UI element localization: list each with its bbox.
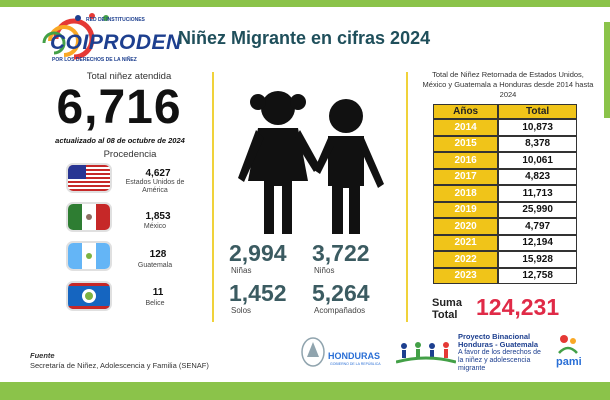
table-row	[433, 268, 577, 285]
country-label-belize: Belice	[145, 300, 165, 307]
binational-line-3: A favor de los derechos de la niñez y adolescencia migrante	[458, 349, 541, 372]
usa-flag-icon	[66, 163, 112, 193]
stat-solos-value: 1,452	[229, 280, 287, 306]
year-cell: 2023	[433, 268, 498, 285]
year-cell: 2015	[433, 136, 498, 153]
country-value-belize: 11	[152, 287, 164, 298]
logo-top-line: RED DE INSTITUCIONES	[86, 17, 145, 23]
bottom-accent-bar	[0, 382, 610, 400]
total-cell: 4,797	[498, 218, 577, 235]
table-row	[433, 169, 577, 186]
logo-wordmark: COIPRODEN	[50, 31, 182, 54]
binational-line-1: Proyecto Binacional	[458, 332, 531, 341]
mexico-flag-icon	[66, 202, 112, 232]
stat-ninos-value: 3,722	[312, 240, 370, 266]
coiproden-logo	[34, 9, 182, 67]
total-cell: 12,194	[498, 235, 577, 252]
right-divider	[406, 72, 408, 322]
belize-flag-icon	[66, 281, 112, 311]
table-row	[433, 152, 577, 169]
honduras-seal-icon	[301, 337, 325, 372]
total-cell: 25,990	[498, 202, 577, 219]
sum-label	[432, 297, 462, 321]
binational-kids-icon	[396, 340, 456, 371]
stat-ninos-label: Niños	[314, 266, 335, 275]
page-title: Niñez Migrante en cifras 2024	[178, 28, 431, 48]
country-label-usa: Estados Unidos de América	[125, 179, 185, 194]
table-row	[433, 218, 577, 235]
guatemala-flag-icon	[66, 241, 112, 271]
year-cell: 2019	[433, 202, 498, 219]
stat-acompanados-value: 5,264	[312, 280, 370, 306]
total-cell: 12,758	[498, 268, 577, 285]
source-label: Fuente	[30, 351, 55, 360]
source-text: Secretaría de Niñez, Adolescencia y Familia (SENAF)	[30, 361, 209, 370]
stat-acompanados-label: Acompañados	[314, 306, 366, 315]
sum-label-line-2: Total	[432, 309, 458, 321]
updated-date: actualizado al 08 de octubre de 2024	[55, 136, 185, 145]
procedencia-label: Procedencia	[103, 149, 157, 160]
stat-solos-label: Solos	[231, 306, 252, 315]
stat-ninas-value: 2,994	[229, 240, 287, 266]
side-accent-strip	[604, 22, 610, 118]
country-label-mexico: México	[143, 223, 167, 230]
year-cell: 2016	[433, 152, 498, 169]
year-column-header: Años	[433, 104, 498, 119]
children-silhouette-icon	[228, 86, 398, 236]
table-row	[433, 119, 577, 136]
logo-bottom-line: POR LOS DERECHOS DE LA NIÑEZ	[52, 57, 137, 63]
pami-logo-text: pami	[556, 356, 582, 368]
total-column-header: Total	[498, 104, 577, 119]
country-label-guatemala: Guatemala	[137, 262, 173, 269]
total-cell: 4,823	[498, 169, 577, 186]
total-label: Total niñez atendida	[86, 71, 172, 82]
table-row	[433, 251, 577, 268]
total-value: 6,716	[56, 81, 182, 134]
country-value-usa: 4,627	[145, 168, 171, 179]
year-cell: 2014	[433, 119, 498, 136]
left-divider	[212, 72, 214, 322]
year-cell: 2020	[433, 218, 498, 235]
total-cell: 15,928	[498, 251, 577, 268]
binational-project-text	[458, 333, 548, 373]
year-cell: 2018	[433, 185, 498, 202]
year-cell: 2017	[433, 169, 498, 186]
stat-ninas-label: Niñas	[231, 266, 252, 275]
total-cell: 8,378	[498, 136, 577, 153]
country-value-guatemala: 128	[149, 249, 167, 260]
total-cell: 10,873	[498, 119, 577, 136]
honduras-logo-subtext: GOBIERNO DE LA REPÚBLICA	[330, 362, 381, 366]
top-accent-bar	[0, 0, 610, 7]
table-row	[433, 136, 577, 153]
year-cell: 2021	[433, 235, 498, 252]
total-cell: 11,713	[498, 185, 577, 202]
table-row	[433, 202, 577, 219]
honduras-logo-text: HONDURAS	[328, 351, 381, 361]
returned-table-title: Total de Niñez Retornada de Estados Unidos, México y Guatemala a Honduras desde 2014 hasta 2024	[422, 70, 594, 99]
sum-value: 124,231	[476, 294, 560, 320]
country-value-mexico: 1,853	[145, 211, 171, 222]
total-cell: 10,061	[498, 152, 577, 169]
table-row	[433, 185, 577, 202]
returned-table	[433, 104, 577, 284]
table-row	[433, 235, 577, 252]
sum-label-line-1: Suma	[432, 297, 462, 309]
binational-line-2: Honduras - Guatemala	[458, 340, 539, 349]
year-cell: 2022	[433, 251, 498, 268]
